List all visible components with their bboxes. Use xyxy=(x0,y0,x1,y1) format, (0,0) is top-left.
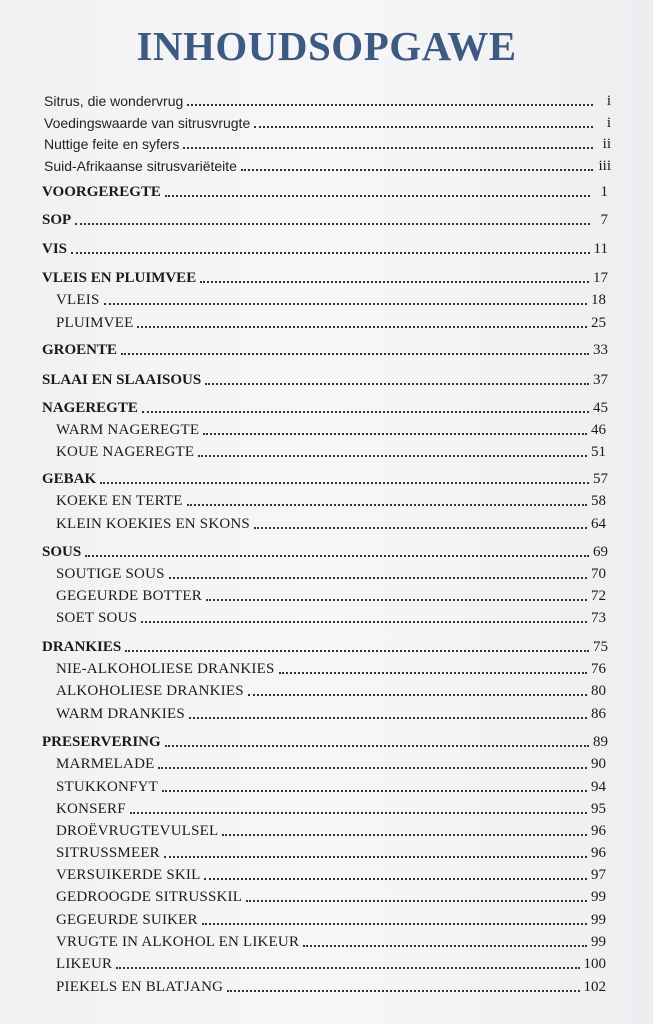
toc-section-entry-label: DRANKIES xyxy=(42,639,122,655)
toc-subsection-entry-page-number: 99 xyxy=(591,889,606,905)
toc-subsection-entry-label: SOUTIGE SOUS xyxy=(56,566,165,582)
dot-leader xyxy=(189,717,587,719)
toc-section-entry-page-number: 75 xyxy=(593,639,608,655)
dot-leader xyxy=(71,252,590,254)
dot-leader xyxy=(100,482,589,484)
toc-section-entry xyxy=(42,636,608,656)
toc-subsection-entry xyxy=(56,585,606,605)
toc-subsection-entry-page-number: 96 xyxy=(591,823,606,839)
dot-leader xyxy=(169,577,587,579)
toc-subsection-entry-page-number: 90 xyxy=(591,756,606,772)
dot-leader xyxy=(246,900,587,902)
toc-subsection-entry-page-number: 72 xyxy=(591,588,606,604)
toc-subsection-entry-page-number: 102 xyxy=(583,979,606,995)
dot-leader xyxy=(206,599,587,601)
toc-subsection-entry-label: KOEKE EN TERTE xyxy=(56,493,183,509)
dot-leader xyxy=(75,223,590,225)
toc-subsection-entry xyxy=(56,490,606,510)
toc-subsection-entry-page-number: 73 xyxy=(591,610,606,626)
toc-section-entry-label: VOORGEREGTE xyxy=(42,184,161,200)
toc-section-entry xyxy=(42,339,608,359)
toc-subsection-entry-label: VLEIS xyxy=(56,292,100,308)
toc-subsection-entry xyxy=(56,563,606,583)
dot-leader xyxy=(254,527,587,529)
toc-subsection-entry xyxy=(56,820,606,840)
toc-subsection-entry xyxy=(56,976,606,996)
toc-section-entry-page-number: 11 xyxy=(593,241,608,257)
toc-section-entry xyxy=(42,238,608,258)
toc-subsection-entry xyxy=(56,441,606,461)
toc-subsection-entry-label: SOET SOUS xyxy=(56,610,138,626)
toc-subsection-entry-page-number: 95 xyxy=(591,801,606,817)
toc-subsection-entry xyxy=(56,864,606,884)
toc-subsection-entry-page-number: 51 xyxy=(591,444,606,460)
dot-leader xyxy=(187,504,587,506)
toc-subsection-entry-page-number: 100 xyxy=(583,956,606,972)
dot-leader xyxy=(204,878,587,880)
toc-subsection-entry-page-number: 80 xyxy=(591,683,606,699)
dot-leader xyxy=(248,694,587,696)
dot-leader xyxy=(165,195,590,197)
toc-section-entry xyxy=(42,397,608,417)
toc-intro-entry xyxy=(44,155,611,175)
toc-section-entry-label: SOP xyxy=(42,212,72,228)
toc-subsection-entry-label: MARMELADE xyxy=(56,756,155,772)
dot-leader xyxy=(279,672,587,674)
toc-subsection-entry-page-number: 25 xyxy=(591,315,606,331)
toc-section-entry-label: SOUS xyxy=(42,544,82,560)
toc-subsection-entry xyxy=(56,953,606,973)
toc-section-entry-page-number: 7 xyxy=(600,212,608,228)
page-title: INHOUDSOPGAWE xyxy=(136,23,517,69)
dot-leader xyxy=(222,834,587,836)
toc-subsection-entry-label: WARM DRANKIES xyxy=(56,706,185,722)
toc-section-entry-label: GROENTE xyxy=(42,342,118,358)
toc-section-entry-page-number: 37 xyxy=(593,372,608,388)
toc-subsection-entry xyxy=(56,776,606,796)
toc-subsection-entry-page-number: 99 xyxy=(591,934,606,950)
toc-subsection-entry xyxy=(56,607,606,627)
toc-intro-entry-page-number: i xyxy=(606,93,611,109)
toc-section-entry-label: GEBAK xyxy=(42,471,97,487)
toc-intro-entry-page-number: i xyxy=(606,115,611,131)
toc-subsection-entry-label: GEGEURDE SUIKER xyxy=(56,912,198,928)
dot-leader xyxy=(125,650,589,652)
toc-subsection-entry-label: KONSERF xyxy=(56,801,126,817)
dot-leader xyxy=(183,147,593,149)
toc-subsection-entry-label: STUKKONFYT xyxy=(56,779,159,795)
dot-leader xyxy=(104,303,588,305)
toc-subsection-entry-label: VERSUIKERDE SKIL xyxy=(56,867,201,883)
dot-leader xyxy=(137,326,587,328)
toc-section-entry-page-number: 33 xyxy=(593,342,608,358)
dot-leader xyxy=(187,104,593,106)
toc-subsection-entry xyxy=(56,513,606,533)
dot-leader xyxy=(203,433,587,435)
toc-subsection-entry-label: GEGEURDE BOTTER xyxy=(56,588,202,604)
toc-section-entry-page-number: 57 xyxy=(593,471,608,487)
dot-leader xyxy=(162,790,587,792)
dot-leader xyxy=(200,281,589,283)
dot-leader xyxy=(303,945,587,947)
toc-subsection-entry xyxy=(56,289,606,309)
toc-subsection-entry-page-number: 97 xyxy=(591,867,606,883)
toc-subsection-entry xyxy=(56,703,606,723)
toc-section-entry xyxy=(42,541,608,561)
toc-subsection-entry xyxy=(56,931,606,951)
toc-intro-entry-label: Suid-Afrikaanse sitrusvariëteite xyxy=(44,158,237,174)
toc-subsection-entry-label: PIEKELS EN BLATJANG xyxy=(56,979,224,995)
toc-subsection-entry-label: KLEIN KOEKIES EN SKONS xyxy=(56,516,250,532)
toc-section-entry-page-number: 17 xyxy=(593,270,608,286)
toc-subsection-entry xyxy=(56,842,606,862)
toc-intro-entry xyxy=(44,112,611,132)
toc-section-entry xyxy=(42,209,608,229)
toc-intro-entry-page-number: ii xyxy=(602,136,611,152)
toc-subsection-entry-page-number: 70 xyxy=(591,566,606,582)
toc-intro-entry xyxy=(44,90,611,110)
toc-subsection-entry-page-number: 64 xyxy=(591,516,606,532)
toc-section-entry xyxy=(42,267,608,287)
dot-leader xyxy=(142,411,589,413)
toc-subsection-entry-label: DROËVRUGTEVULSEL xyxy=(56,823,219,839)
dot-leader xyxy=(116,967,579,969)
toc-section-entry-label: VIS xyxy=(42,241,68,257)
toc-subsection-entry-label: LIKEUR xyxy=(56,956,113,972)
toc-section-entry xyxy=(42,369,608,389)
toc-subsection-entry-label: SITRUSSMEER xyxy=(56,845,160,861)
toc-subsection-entry-page-number: 86 xyxy=(591,706,606,722)
dot-leader xyxy=(227,990,579,992)
toc-section-entry-label: VLEIS EN PLUIMVEE xyxy=(42,270,197,286)
toc-subsection-entry-page-number: 46 xyxy=(591,422,606,438)
dot-leader xyxy=(121,353,589,355)
toc-subsection-entry-page-number: 58 xyxy=(591,493,606,509)
toc-subsection-entry xyxy=(56,753,606,773)
toc-subsection-entry-page-number: 18 xyxy=(591,292,606,308)
toc-subsection-entry-label: PLUIMVEE xyxy=(56,315,134,331)
toc-subsection-entry-label: KOUE NAGEREGTE xyxy=(56,444,195,460)
toc-subsection-entry-label: WARM NAGEREGTE xyxy=(56,422,200,438)
toc-intro-entry-page-number: iii xyxy=(598,158,611,174)
toc-intro-entry-label: Sitrus, die wondervrug xyxy=(44,93,184,109)
toc-intro-entry xyxy=(44,133,611,153)
toc-section-entry-label: PRESERVERING xyxy=(42,734,161,750)
dot-leader xyxy=(254,126,593,128)
toc-subsection-entry xyxy=(56,312,606,332)
toc-subsection-entry-page-number: 94 xyxy=(591,779,606,795)
toc-section-entry-page-number: 69 xyxy=(593,544,608,560)
toc-subsection-entry-page-number: 96 xyxy=(591,845,606,861)
dot-leader xyxy=(241,169,593,171)
toc-section-entry xyxy=(42,181,608,201)
toc-subsection-entry-label: GEDROOGDE SITRUSSKIL xyxy=(56,889,243,905)
toc-subsection-entry-page-number: 76 xyxy=(591,661,606,677)
toc-section-entry-page-number: 89 xyxy=(593,734,608,750)
dot-leader xyxy=(130,812,587,814)
toc-intro-entry-label: Nuttige feite en syfers xyxy=(44,136,180,152)
dot-leader xyxy=(205,383,589,385)
toc-subsection-entry xyxy=(56,886,606,906)
toc-subsection-entry xyxy=(56,419,606,439)
toc-subsection-entry-label: ALKOHOLIESE DRANKIES xyxy=(56,683,244,699)
dot-leader xyxy=(202,923,587,925)
dot-leader xyxy=(85,555,589,557)
dot-leader xyxy=(164,856,587,858)
toc-subsection-entry-label: NIE-ALKOHOLIESE DRANKIES xyxy=(56,661,275,677)
dot-leader xyxy=(198,455,587,457)
toc-section-entry-label: SLAAI EN SLAAISOUS xyxy=(42,372,202,388)
toc-subsection-entry-label: VRUGTE IN ALKOHOL EN LIKEUR xyxy=(56,934,300,950)
toc-subsection-entry xyxy=(56,680,606,700)
dot-leader xyxy=(165,745,589,747)
toc-section-entry xyxy=(42,731,608,751)
toc-subsection-entry-page-number: 99 xyxy=(591,912,606,928)
toc-section-entry xyxy=(42,468,608,488)
toc-section-entry-label: NAGEREGTE xyxy=(42,400,138,416)
toc-subsection-entry xyxy=(56,909,606,929)
toc-subsection-entry xyxy=(56,658,606,678)
toc-section-entry-page-number: 1 xyxy=(600,184,608,200)
dot-leader xyxy=(158,767,587,769)
toc-section-entry-page-number: 45 xyxy=(593,400,608,416)
dot-leader xyxy=(141,621,587,623)
toc-intro-entry-label: Voedingswaarde van sitrusvrugte xyxy=(44,115,251,131)
toc-subsection-entry xyxy=(56,798,606,818)
